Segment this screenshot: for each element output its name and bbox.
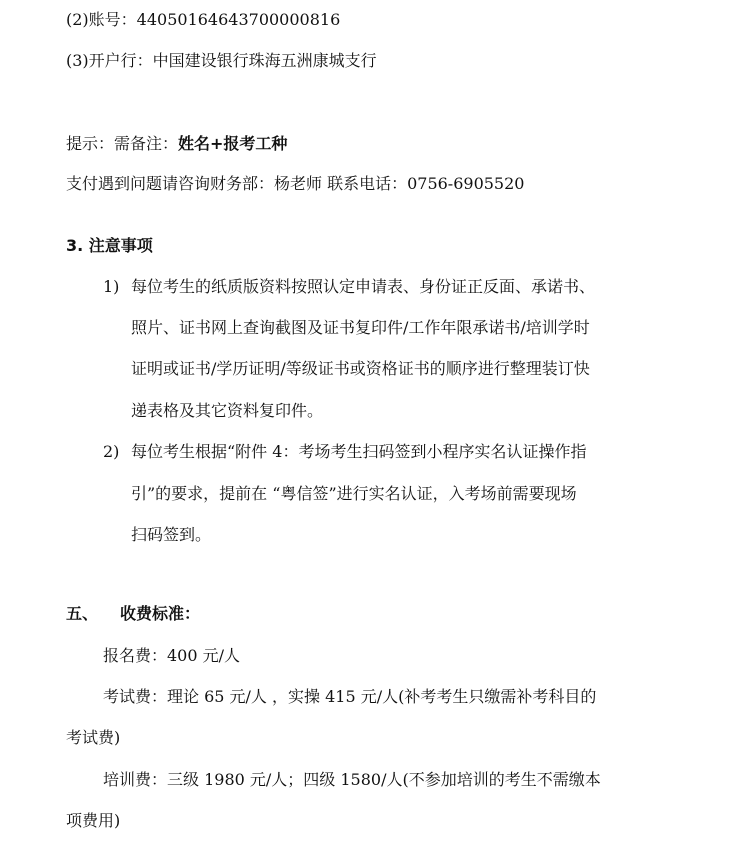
list-item-number: 1) (103, 277, 120, 296)
list-item-line: 证明或证书/学历证明/等级证书或资格证书的顺序进行整理装订快 (131, 359, 590, 378)
list-item-line: 每位考生根据“附件 4：考场考生扫码签到小程序实名认证操作指 (131, 442, 587, 461)
list-item-line: 扫码签到。 (131, 525, 212, 544)
exam-fee-line-1: 考试费：理论 65 元/人 ，实操 415 元/人(补考考生只缴需补考科目的 (103, 687, 597, 706)
registration-fee: 报名费：400 元/人 (103, 646, 241, 665)
bank-account-line: (2)账号：44050164643700000816 (66, 10, 341, 29)
list-item-line: 每位考生的纸质版资料按照认定申请表、身份证正反面、承诺书、 (131, 277, 596, 296)
bank-branch-line: (3)开户行：中国建设银行珠海五洲康城支行 (66, 51, 377, 70)
list-item-line: 照片、证书网上查询截图及证书复印件/工作年限承诺书/培训学时 (131, 318, 590, 337)
tip-line (66, 134, 287, 153)
notes-heading: 3. 注意事项 (66, 236, 153, 255)
training-fee-line-2: 项费用) (66, 811, 121, 830)
list-item-line: 递表格及其它资料复印件。 (131, 401, 324, 420)
tip-content: 姓名+报考工种 (178, 134, 288, 153)
tip-label: 提示：需备注： (66, 134, 179, 153)
exam-fee-line-2: 考试费) (66, 728, 121, 747)
fees-section-number: 五、 (66, 604, 99, 623)
list-item-line: 引”的要求，提前在 “粤信签”进行实名认证，入考场前需要现场 (131, 484, 577, 503)
fees-section-title: 收费标准： (120, 604, 201, 623)
list-item-number: 2) (103, 442, 120, 461)
training-fee-line-1: 培训费：三级 1980 元/人；四级 1580/人(不参加培训的考生不需缴本 (103, 770, 601, 789)
contact-line: 支付遇到问题请咨询财务部：杨老师 联系电话：0756-6905520 (66, 174, 525, 193)
